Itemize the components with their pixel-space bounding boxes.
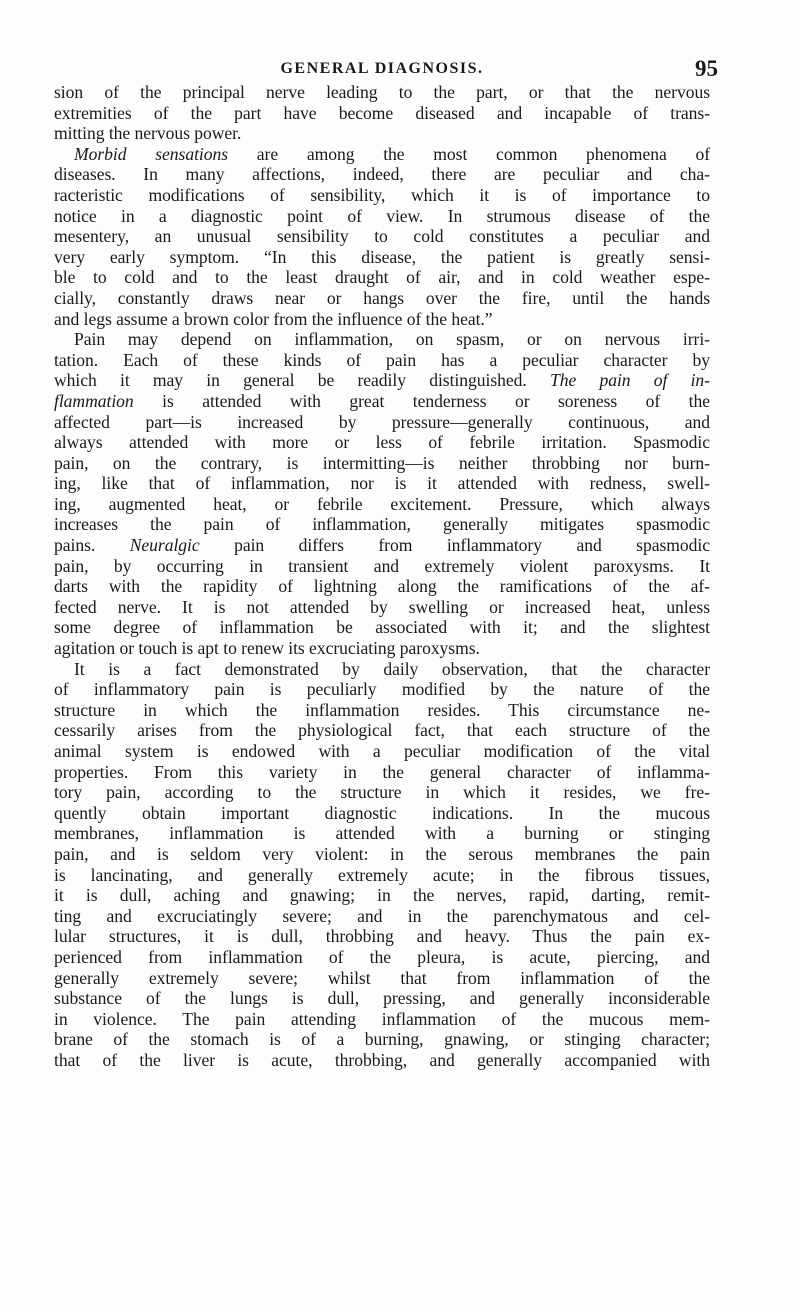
text-line: ting and excruciatingly severe; and in the parenchymatous and cel- bbox=[54, 905, 710, 926]
text-line: structure in which the inflammation resides. This circumstance ne- bbox=[54, 699, 710, 720]
text-line: ing, augmented heat, or febrile excitement. Pressure, which always bbox=[54, 493, 710, 514]
running-head bbox=[54, 56, 718, 82]
running-title: GENERAL DIAGNOSIS. bbox=[280, 60, 484, 77]
page-number: 95 bbox=[695, 56, 718, 81]
text-line: affected part—is increased by pressure—generally continuous, and bbox=[54, 411, 710, 432]
text-line: pain, on the contrary, is intermitting—is neither throbbing nor burn- bbox=[54, 452, 710, 473]
text-line bbox=[54, 391, 710, 412]
text-line: membranes, inflammation is attended with a burning or stinging bbox=[54, 823, 710, 844]
text-line: pain, and is seldom very violent: in the serous membranes the pain bbox=[54, 843, 710, 864]
text-line: tory pain, according to the structure in which it resides, we fre- bbox=[54, 782, 710, 803]
text-line: ble to cold and to the least draught of air, and in cold weather espe- bbox=[54, 267, 710, 288]
text-line: it is dull, aching and gnawing; in the nerves, rapid, darting, remit- bbox=[54, 885, 710, 906]
text-line: sion of the principal nerve leading to the part, or that the nervous bbox=[54, 82, 710, 102]
text-line: agitation or touch is apt to renew its excruciating paroxysms. bbox=[54, 638, 480, 659]
italic-term: Neuralgic bbox=[129, 535, 200, 556]
text-line: Pain may depend on inflammation, on spasm, or on nervous irri- bbox=[74, 329, 710, 350]
italic-term: The pain of in- bbox=[549, 370, 710, 391]
text-run: are among the most common phenomena of bbox=[228, 143, 711, 164]
text-line: cessarily arises from the physiological fact, that each structure of the bbox=[54, 720, 710, 741]
text-line: diseases. In many affections, indeed, there are peculiar and cha- bbox=[54, 164, 710, 185]
text-line: always attended with more or less of febrile irritation. Spasmodic bbox=[54, 432, 710, 453]
text-line: pain, by occurring in transient and extremely violent paroxysms. It bbox=[54, 555, 710, 576]
text-run: is attended with great tenderness or soreness of the bbox=[133, 390, 710, 411]
text-line: brane of the stomach is of a burning, gnawing, or stinging character; bbox=[54, 1029, 710, 1050]
italic-term: Morbid sensations bbox=[74, 143, 229, 164]
text-line: increases the pain of inflammation, generally mitigates spasmodic bbox=[54, 514, 710, 535]
text-line bbox=[54, 144, 710, 165]
text-line: extremities of the part have become diseased and incapable of trans- bbox=[54, 102, 710, 123]
text-run: pain differs from inflammatory and spasmodic bbox=[199, 535, 710, 556]
text-line: darts with the rapidity of lightning along the ramifications of the af- bbox=[54, 576, 710, 597]
text-line: and legs assume a brown color from the influence of the heat.” bbox=[54, 308, 493, 329]
text-line: very early symptom. “In this disease, the patient is greatly sensi- bbox=[54, 246, 710, 267]
text-line: some degree of inflammation be associated with it; and the slightest bbox=[54, 617, 710, 638]
text-run: pains. bbox=[54, 535, 130, 556]
text-line: fected nerve. It is not attended by swelling or increased heat, unless bbox=[54, 596, 710, 617]
text-line: of inflammatory pain is peculiarly modified by the nature of the bbox=[54, 679, 710, 700]
text-line: substance of the lungs is dull, pressing, and generally inconsiderable bbox=[54, 988, 710, 1009]
text-line: in violence. The pain attending inflammation of the mucous mem- bbox=[54, 1008, 710, 1029]
italic-term: flammation bbox=[54, 390, 134, 411]
body-text bbox=[54, 82, 710, 1071]
text-line: ing, like that of inflammation, nor is it attended with redness, swell- bbox=[54, 473, 710, 494]
text-line: mesentery, an unusual sensibility to cold constitutes a peculiar and bbox=[54, 226, 710, 247]
text-line: mitting the nervous power. bbox=[54, 123, 242, 144]
text-line bbox=[54, 370, 710, 391]
text-run: which it may in general be readily distinguished. bbox=[54, 370, 550, 391]
text-line bbox=[54, 535, 710, 556]
text-line: It is a fact demonstrated by daily observation, that the character bbox=[74, 658, 710, 679]
text-line: tation. Each of these kinds of pain has a peculiar character by bbox=[54, 349, 710, 370]
text-line: notice in a diagnostic point of view. In strumous disease of the bbox=[54, 205, 710, 226]
text-line: quently obtain important diagnostic indications. In the mucous bbox=[54, 802, 710, 823]
text-line: properties. From this variety in the general character of inflamma- bbox=[54, 761, 710, 782]
text-line: perienced from inflammation of the pleura, is acute, piercing, and bbox=[54, 946, 710, 967]
text-line: racteristic modifications of sensibility, which it is of importance to bbox=[54, 184, 710, 205]
text-line: generally extremely severe; whilst that from inflammation of the bbox=[54, 967, 710, 988]
text-line: that of the liver is acute, throbbing, and generally accompanied with bbox=[54, 1049, 710, 1070]
text-line: lular structures, it is dull, throbbing and heavy. Thus the pain ex- bbox=[54, 926, 710, 947]
text-line: is lancinating, and generally extremely acute; in the fibrous tissues, bbox=[54, 864, 710, 885]
text-line: animal system is endowed with a peculiar modification of the vital bbox=[54, 741, 710, 761]
text-line: cially, constantly draws near or hangs over the fire, until the hands bbox=[54, 287, 710, 308]
